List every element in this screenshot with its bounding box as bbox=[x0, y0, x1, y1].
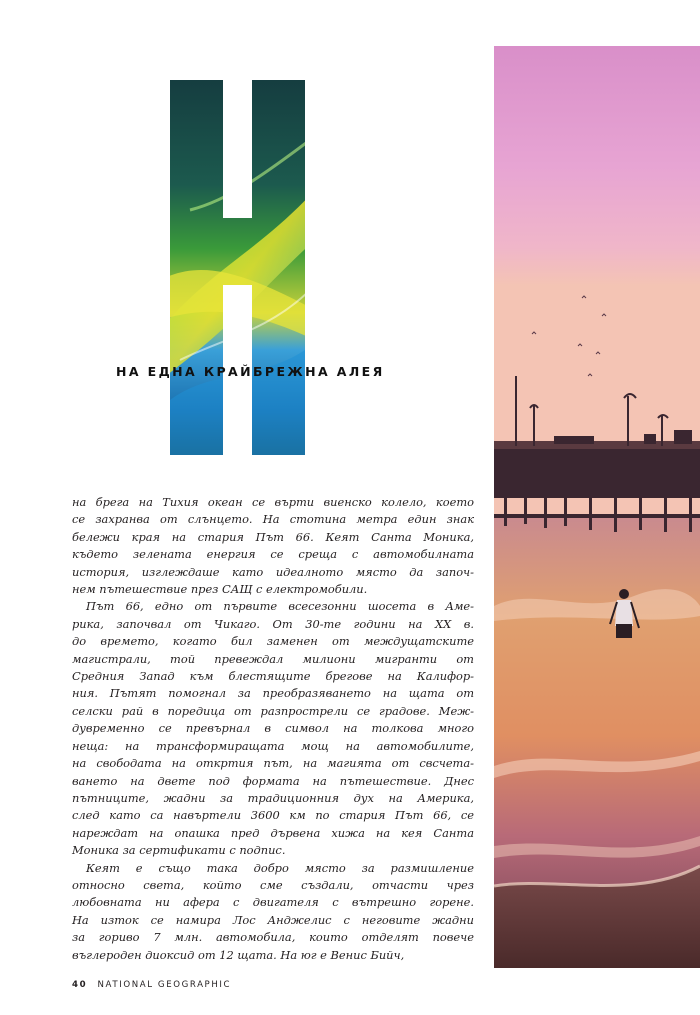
paragraph bbox=[72, 860, 474, 964]
text-line: за гориво 7 млн. автомобила, които отделят повече bbox=[72, 930, 474, 945]
text-line: история, изглеждаше като идеалното място да започ- bbox=[72, 564, 474, 579]
text-line: Път 66, едно от първите всесезонни шосета в Аме- bbox=[86, 599, 474, 614]
text-line: нареждат на опашка пред дървена хижа на кея Санта bbox=[72, 825, 474, 840]
text-line: на брега на Тихия океан се върти виенско колело, което bbox=[72, 495, 474, 509]
publication-name: NATIONAL GEOGRAPHIC bbox=[97, 980, 232, 990]
page-number: 40 bbox=[72, 980, 88, 990]
text-line: където зелената енергия се среща с автомобилната bbox=[72, 547, 474, 562]
text-line: селски рай в поредица от разпрострели се градове. Меж- bbox=[72, 703, 474, 718]
text-line: ването на двете под формата на пътешествие. Днес bbox=[72, 773, 474, 788]
text-line: любовната ни афера с двигателя с вътрешно горене. bbox=[72, 895, 474, 910]
text-line: пътниците, жадни за традиционния дух на Америка, bbox=[72, 790, 474, 805]
text-line: магистрали, той превеждал милиони мигранти от bbox=[72, 651, 474, 666]
text-line: относно света, който сме създали, отчасти чрез bbox=[72, 877, 474, 892]
santa-monica-pier-photo bbox=[494, 46, 700, 968]
text-line: Средния Запад към блестящите брегове на Калифор- bbox=[72, 669, 474, 684]
text-line: неща: на трансформиращата мощ на автомобилите, bbox=[72, 738, 474, 753]
text-line: ния. Пътят помогнал за преобразяването на щата от bbox=[72, 686, 474, 701]
drop-cap-letter bbox=[170, 80, 305, 455]
text-line: след като са навъртели 3600 км по стария Път 66, се bbox=[72, 808, 474, 823]
text-line: до времето, когато бил заменен от междущатските bbox=[72, 634, 474, 649]
text-line: въглероден диоксид от 12 щата. На юг е Венис Бийч, bbox=[72, 947, 405, 962]
paragraph bbox=[72, 598, 474, 859]
text-line: на свободата на откртия път, на магията от свсчета- bbox=[72, 756, 474, 771]
page-footer bbox=[72, 980, 231, 994]
article-body bbox=[72, 494, 474, 964]
article-subtitle: НА ЕДНА КРАЙБРЕЖНА АЛЕЯ bbox=[116, 364, 385, 379]
text-line: нем пътешествие през САЩ с електромобили. bbox=[72, 582, 368, 597]
text-line: Моника за сертификати с подпис. bbox=[72, 843, 286, 858]
text-line: Кеят е също така добро място за размишление bbox=[86, 860, 474, 875]
text-line: се захранва от слънцето. На стотина метра един знак bbox=[72, 512, 474, 527]
text-line: бележи края на стария Път 66. Кеят Санта Моника, bbox=[72, 529, 474, 544]
text-line: дувременно се превърнал в символ на толкова много bbox=[72, 721, 474, 736]
text-line: На изток се намира Лос Анджелис с неговите жадни bbox=[72, 912, 474, 927]
text-line: рика, започвал от Чикаго. От 30-те години на ХХ в. bbox=[72, 616, 474, 631]
paragraph bbox=[72, 494, 474, 598]
